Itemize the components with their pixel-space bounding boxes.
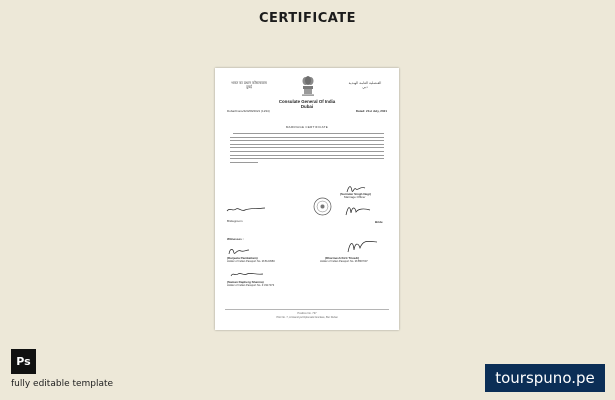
body-line	[230, 155, 384, 156]
footer-postbox: Postbox No. 737	[297, 312, 317, 315]
hindi-header-line-1: भारत का प्रधान कोंसलावास	[231, 81, 267, 85]
hindi-header	[229, 81, 269, 90]
consular-stamp-icon	[313, 197, 332, 216]
consulate-city: Dubai	[300, 104, 314, 109]
certificate-body-text	[230, 133, 384, 165]
witness1-passport: Holder of Indian Passport No. M 8123983	[227, 260, 275, 263]
witness1-name: (Darjeeta Panikattam)	[227, 256, 258, 260]
body-line	[230, 162, 258, 163]
body-line	[233, 133, 384, 134]
body-line	[230, 140, 384, 141]
page-title: CERTIFICATE	[258, 11, 357, 26]
bride-label: Bride	[375, 220, 383, 224]
bridegroom-label: Bridegroom	[227, 219, 243, 223]
bride-signature	[343, 203, 373, 217]
certificate-document	[215, 68, 399, 330]
witness2-name: (Dharmesh Kirti Trivedi)	[325, 256, 360, 260]
body-line	[230, 137, 384, 138]
officer-title: Marriage Officer	[344, 195, 366, 199]
footer-address: Plot No. 7, Al Hamriya Diplomatic Enclave, Bur Dubai	[276, 316, 338, 319]
witnesses-label: Witnesses :	[227, 237, 244, 241]
reference-number: Dubai/Cons/424/09/2021 (1234)	[227, 109, 270, 113]
arabic-header-line-2: دبي	[362, 85, 368, 90]
body-line	[230, 147, 384, 148]
consulate-name: Consulate General Of India	[278, 99, 336, 104]
footer-divider	[225, 309, 389, 310]
national-emblem-icon	[301, 75, 315, 97]
arabic-header	[345, 81, 385, 90]
dated: Dated: 21st July, 2021	[355, 109, 387, 113]
brand-badge[interactable]: tourspuno.pe	[485, 364, 605, 392]
body-line	[230, 158, 384, 159]
witness1-signature	[227, 246, 251, 256]
certificate-heading: MARRIAGE CERTIFICATE	[285, 125, 329, 129]
body-line	[230, 144, 384, 145]
body-line	[230, 151, 384, 152]
officer-name: (Surinder Singh Negi)	[340, 192, 371, 196]
template-caption: fully editable template	[11, 379, 114, 389]
hindi-header-line-2: दुबई	[246, 85, 252, 90]
witness2-passport: Holder of Indian Passport No. M 8807007	[320, 260, 368, 263]
witness3-passport: Holder of Indian Passport No. Z 3317373	[227, 284, 275, 287]
witness2-signature	[345, 238, 379, 254]
bridegroom-signature	[225, 205, 267, 214]
witness3-name: (Saman Dapherg Sharma)	[227, 280, 264, 284]
photoshop-icon	[11, 349, 36, 374]
consulate-title	[255, 99, 359, 109]
ps-label: Ps	[16, 355, 31, 368]
arabic-header-line-1: القنصلية العامة الهندية	[348, 81, 382, 85]
witness3-signature	[229, 270, 265, 278]
